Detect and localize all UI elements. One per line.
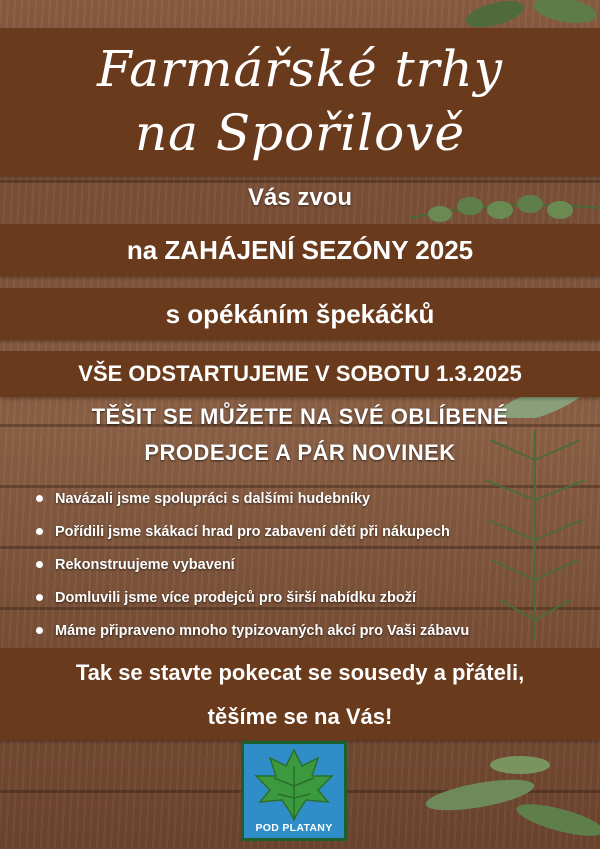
list-item-text: Máme připraveno mnoho typizovaných akcí pro Vaši zábavu (55, 622, 470, 639)
list-item (36, 482, 576, 515)
bullet-icon (36, 594, 43, 601)
list-item-text: Navázali jsme spolupráci s dalšími hudebníky (55, 490, 371, 507)
news-list (36, 482, 576, 647)
bullet-icon (36, 561, 43, 568)
bullet-icon (36, 528, 43, 535)
title-line-1: Farmářské trhy (96, 40, 504, 98)
highlight-line-1: TĚŠIT SE MŮŽETE NA SVÉ OBLÍBENÉ (91, 404, 509, 429)
closing-line-1: Tak se stavte pokecat se sousedy a přáteli, (75, 660, 525, 685)
start-date-band: VŠE ODSTARTUJEME V SOBOTU 1.3.2025 (0, 351, 600, 397)
plane-tree-leaf-icon (244, 746, 344, 824)
list-item-text: Domluvili jsme více prodejců pro širší nabídku zboží (55, 589, 416, 606)
pod-platany-logo (241, 741, 347, 841)
bullet-icon (36, 495, 43, 502)
list-item (36, 581, 576, 614)
list-item-text: Pořídili jsme skákací hrad pro zabavení dětí při nákupech (55, 523, 450, 540)
list-item-text: Rekonstruujeme vybavení (55, 556, 235, 573)
list-item (36, 515, 576, 548)
sausages-band: s opékáním špekáčků (0, 288, 600, 340)
leaves-bottom-right-decoration (420, 740, 600, 849)
highlight-line-2: PRODEJCE A PÁR NOVINEK (144, 440, 456, 465)
list-item (36, 548, 576, 581)
title-line-2: na Spořilově (134, 104, 466, 162)
list-item (36, 614, 576, 647)
closing-line-2: těšíme se na Vás! (207, 704, 393, 729)
invite-text: Vás zvou (247, 184, 353, 211)
logo-text: POD PLATANY (255, 822, 333, 834)
bullet-icon (36, 627, 43, 634)
season-opening-band: na ZAHÁJENÍ SEZÓNY 2025 (0, 224, 600, 276)
closing-band (0, 648, 600, 740)
